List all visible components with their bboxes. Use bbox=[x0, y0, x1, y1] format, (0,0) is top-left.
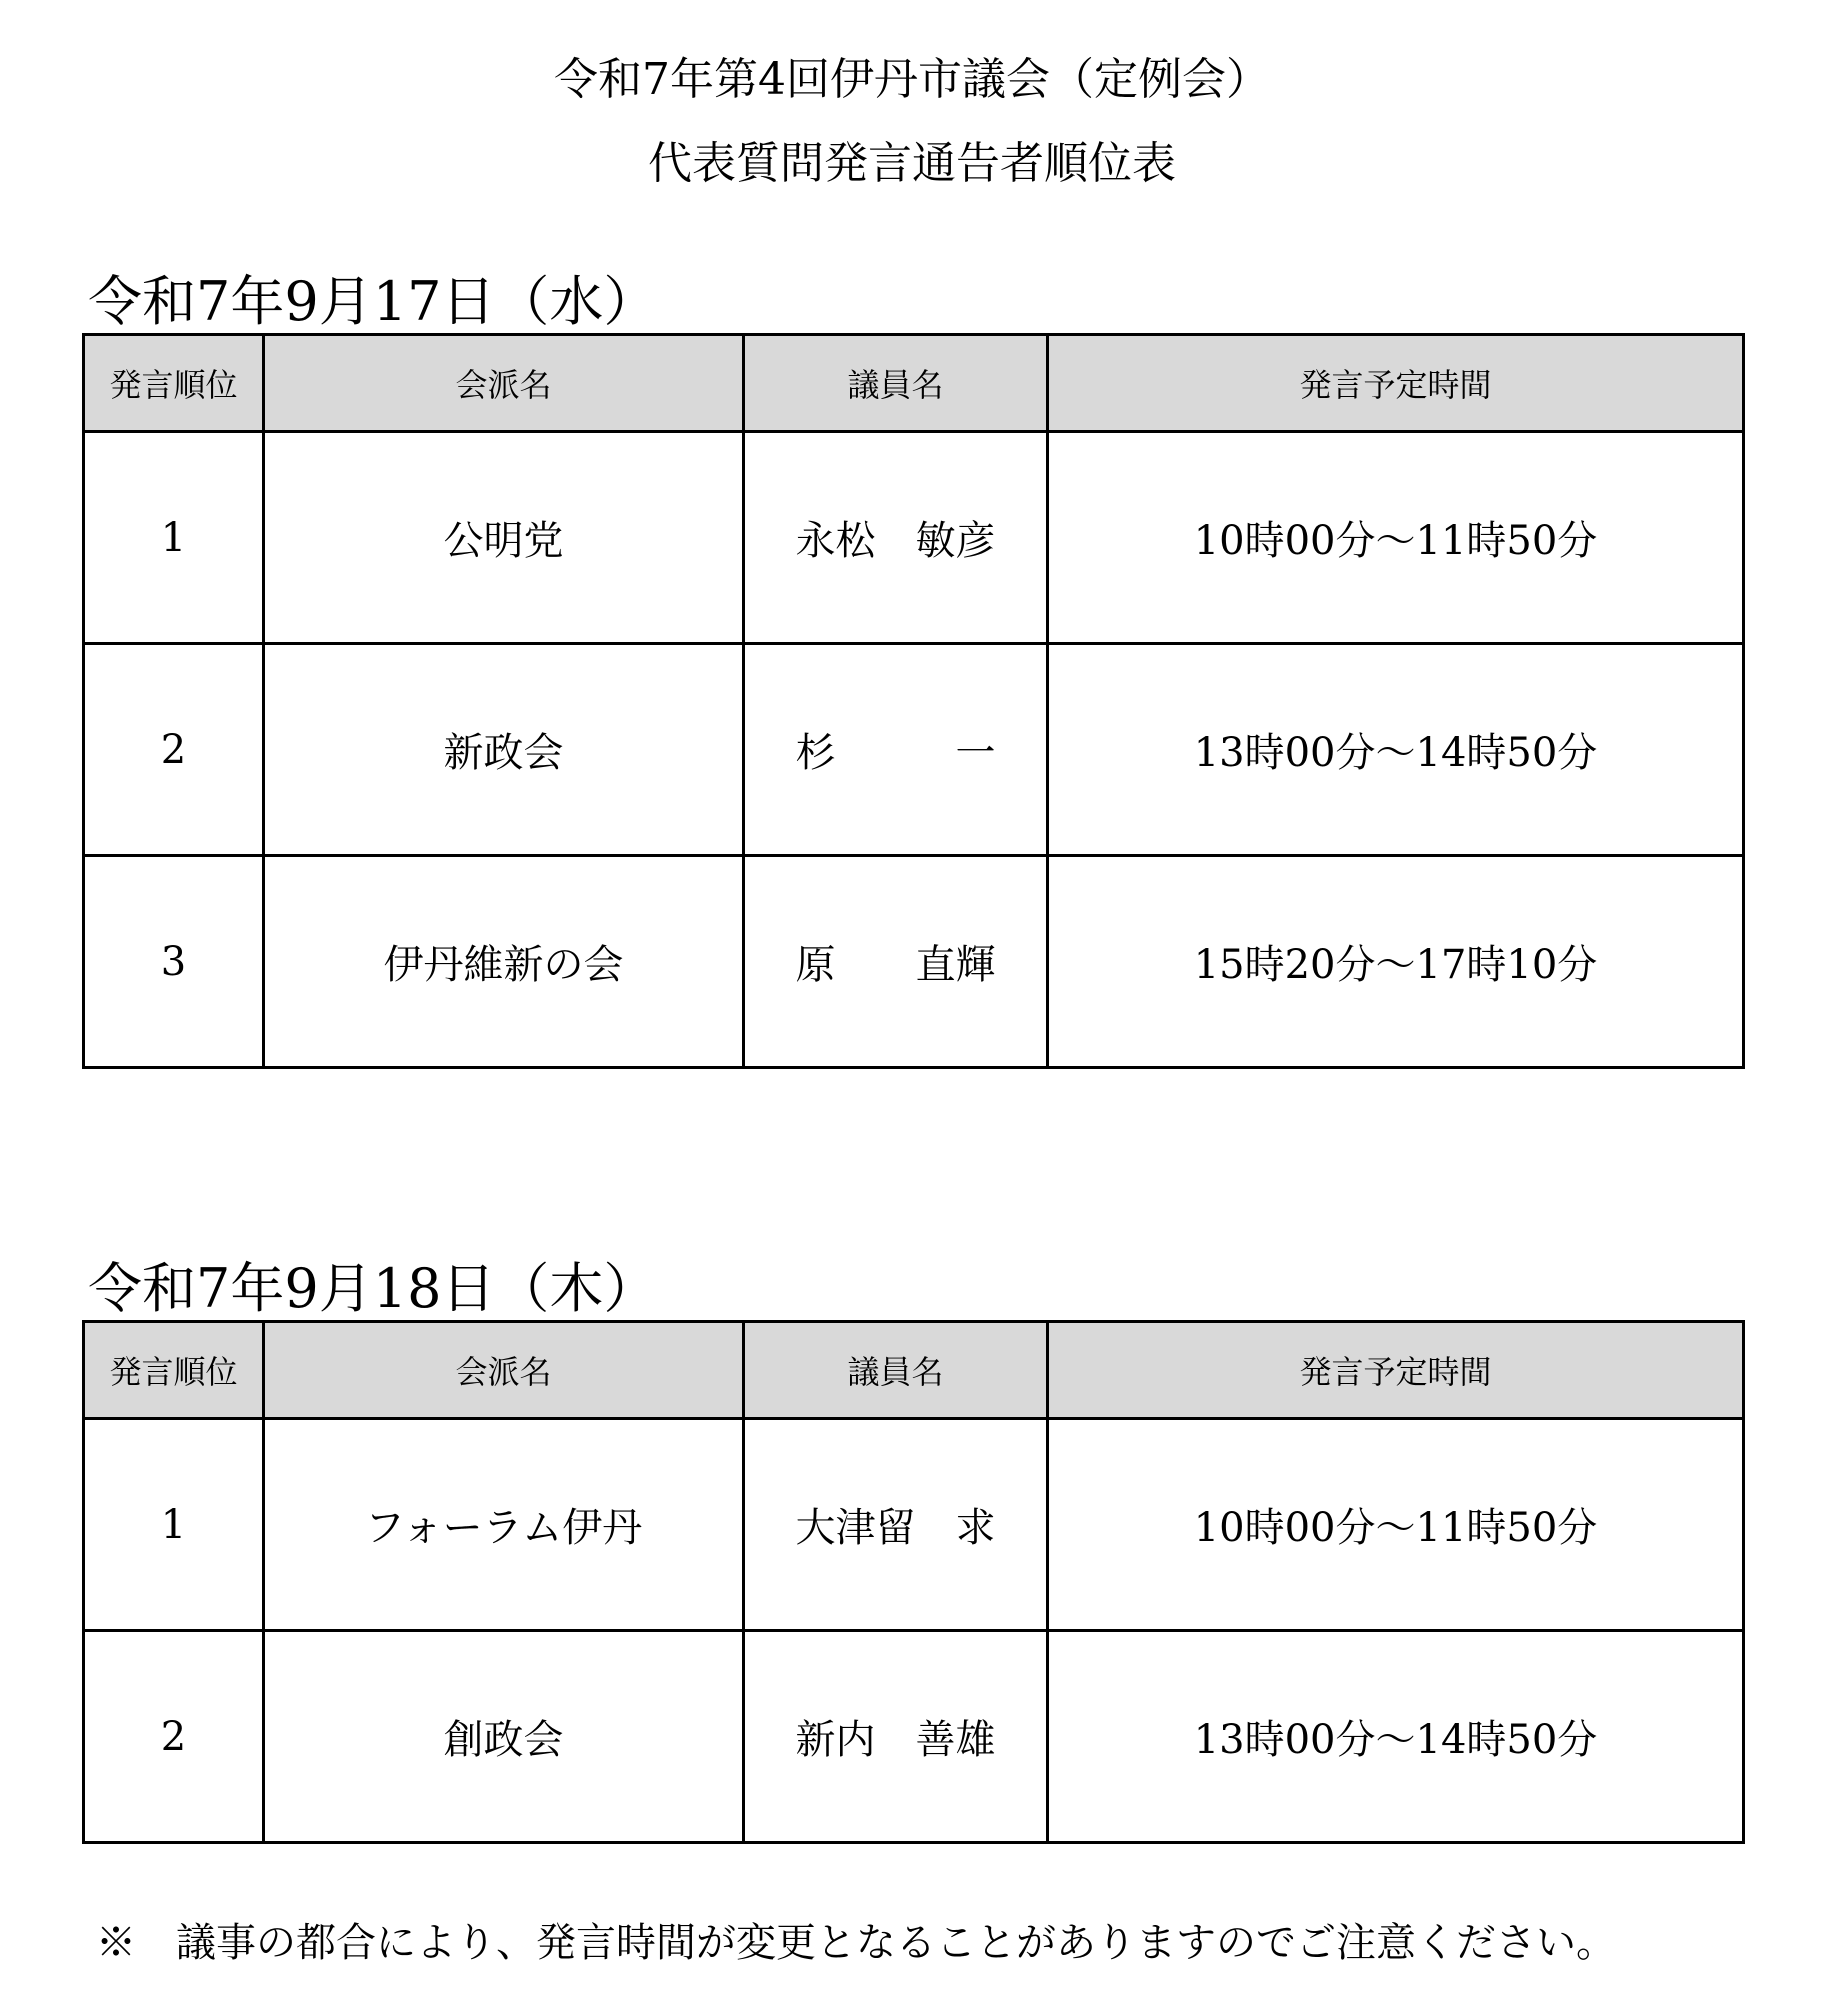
rank-cell: 2 bbox=[84, 1631, 264, 1843]
table-row bbox=[84, 1631, 1744, 1843]
table-row bbox=[84, 644, 1744, 856]
group-cell: フォーラム伊丹 bbox=[264, 1419, 744, 1631]
day2-schedule-table bbox=[82, 1320, 1745, 1844]
header-member: 議員名 bbox=[744, 335, 1048, 432]
rank-cell: 2 bbox=[84, 644, 264, 856]
document-title-line2: 代表質問発言通告者順位表 bbox=[648, 138, 1176, 189]
header-time: 発言予定時間 bbox=[1048, 1322, 1744, 1419]
member-cell: 永松 敏彦 bbox=[744, 432, 1048, 644]
table-row bbox=[84, 1419, 1744, 1631]
document-title-line1: 令和7年第4回伊丹市議会（定例会） bbox=[554, 54, 1270, 105]
header-group: 会派名 bbox=[264, 335, 744, 432]
member-cell: 杉 一 bbox=[744, 644, 1048, 856]
header-rank: 発言順位 bbox=[84, 335, 264, 432]
day1-schedule-table bbox=[82, 333, 1745, 1069]
rank-cell: 1 bbox=[84, 1419, 264, 1631]
table-row bbox=[84, 432, 1744, 644]
rank-cell: 3 bbox=[84, 856, 264, 1068]
table-row bbox=[84, 856, 1744, 1068]
time-cell: 13時00分～14時50分 bbox=[1048, 644, 1744, 856]
footnote: ※ 議事の都合により、発言時間が変更となることがありますのでご注意ください。 bbox=[96, 1920, 1616, 1966]
day2-date-heading: 令和7年9月18日（木） bbox=[88, 1257, 658, 1320]
day1-date-heading: 令和7年9月17日（水） bbox=[88, 270, 658, 333]
member-cell: 新内 善雄 bbox=[744, 1631, 1048, 1843]
member-cell: 原 直輝 bbox=[744, 856, 1048, 1068]
time-cell: 15時20分～17時10分 bbox=[1048, 856, 1744, 1068]
group-cell: 創政会 bbox=[264, 1631, 744, 1843]
time-cell: 10時00分～11時50分 bbox=[1048, 432, 1744, 644]
table-header-row bbox=[84, 335, 1744, 432]
header-rank: 発言順位 bbox=[84, 1322, 264, 1419]
table-header-row bbox=[84, 1322, 1744, 1419]
rank-cell: 1 bbox=[84, 432, 264, 644]
header-time: 発言予定時間 bbox=[1048, 335, 1744, 432]
group-cell: 伊丹維新の会 bbox=[264, 856, 744, 1068]
time-cell: 13時00分～14時50分 bbox=[1048, 1631, 1744, 1843]
group-cell: 新政会 bbox=[264, 644, 744, 856]
time-cell: 10時00分～11時50分 bbox=[1048, 1419, 1744, 1631]
header-group: 会派名 bbox=[264, 1322, 744, 1419]
group-cell: 公明党 bbox=[264, 432, 744, 644]
header-member: 議員名 bbox=[744, 1322, 1048, 1419]
member-cell: 大津留 求 bbox=[744, 1419, 1048, 1631]
